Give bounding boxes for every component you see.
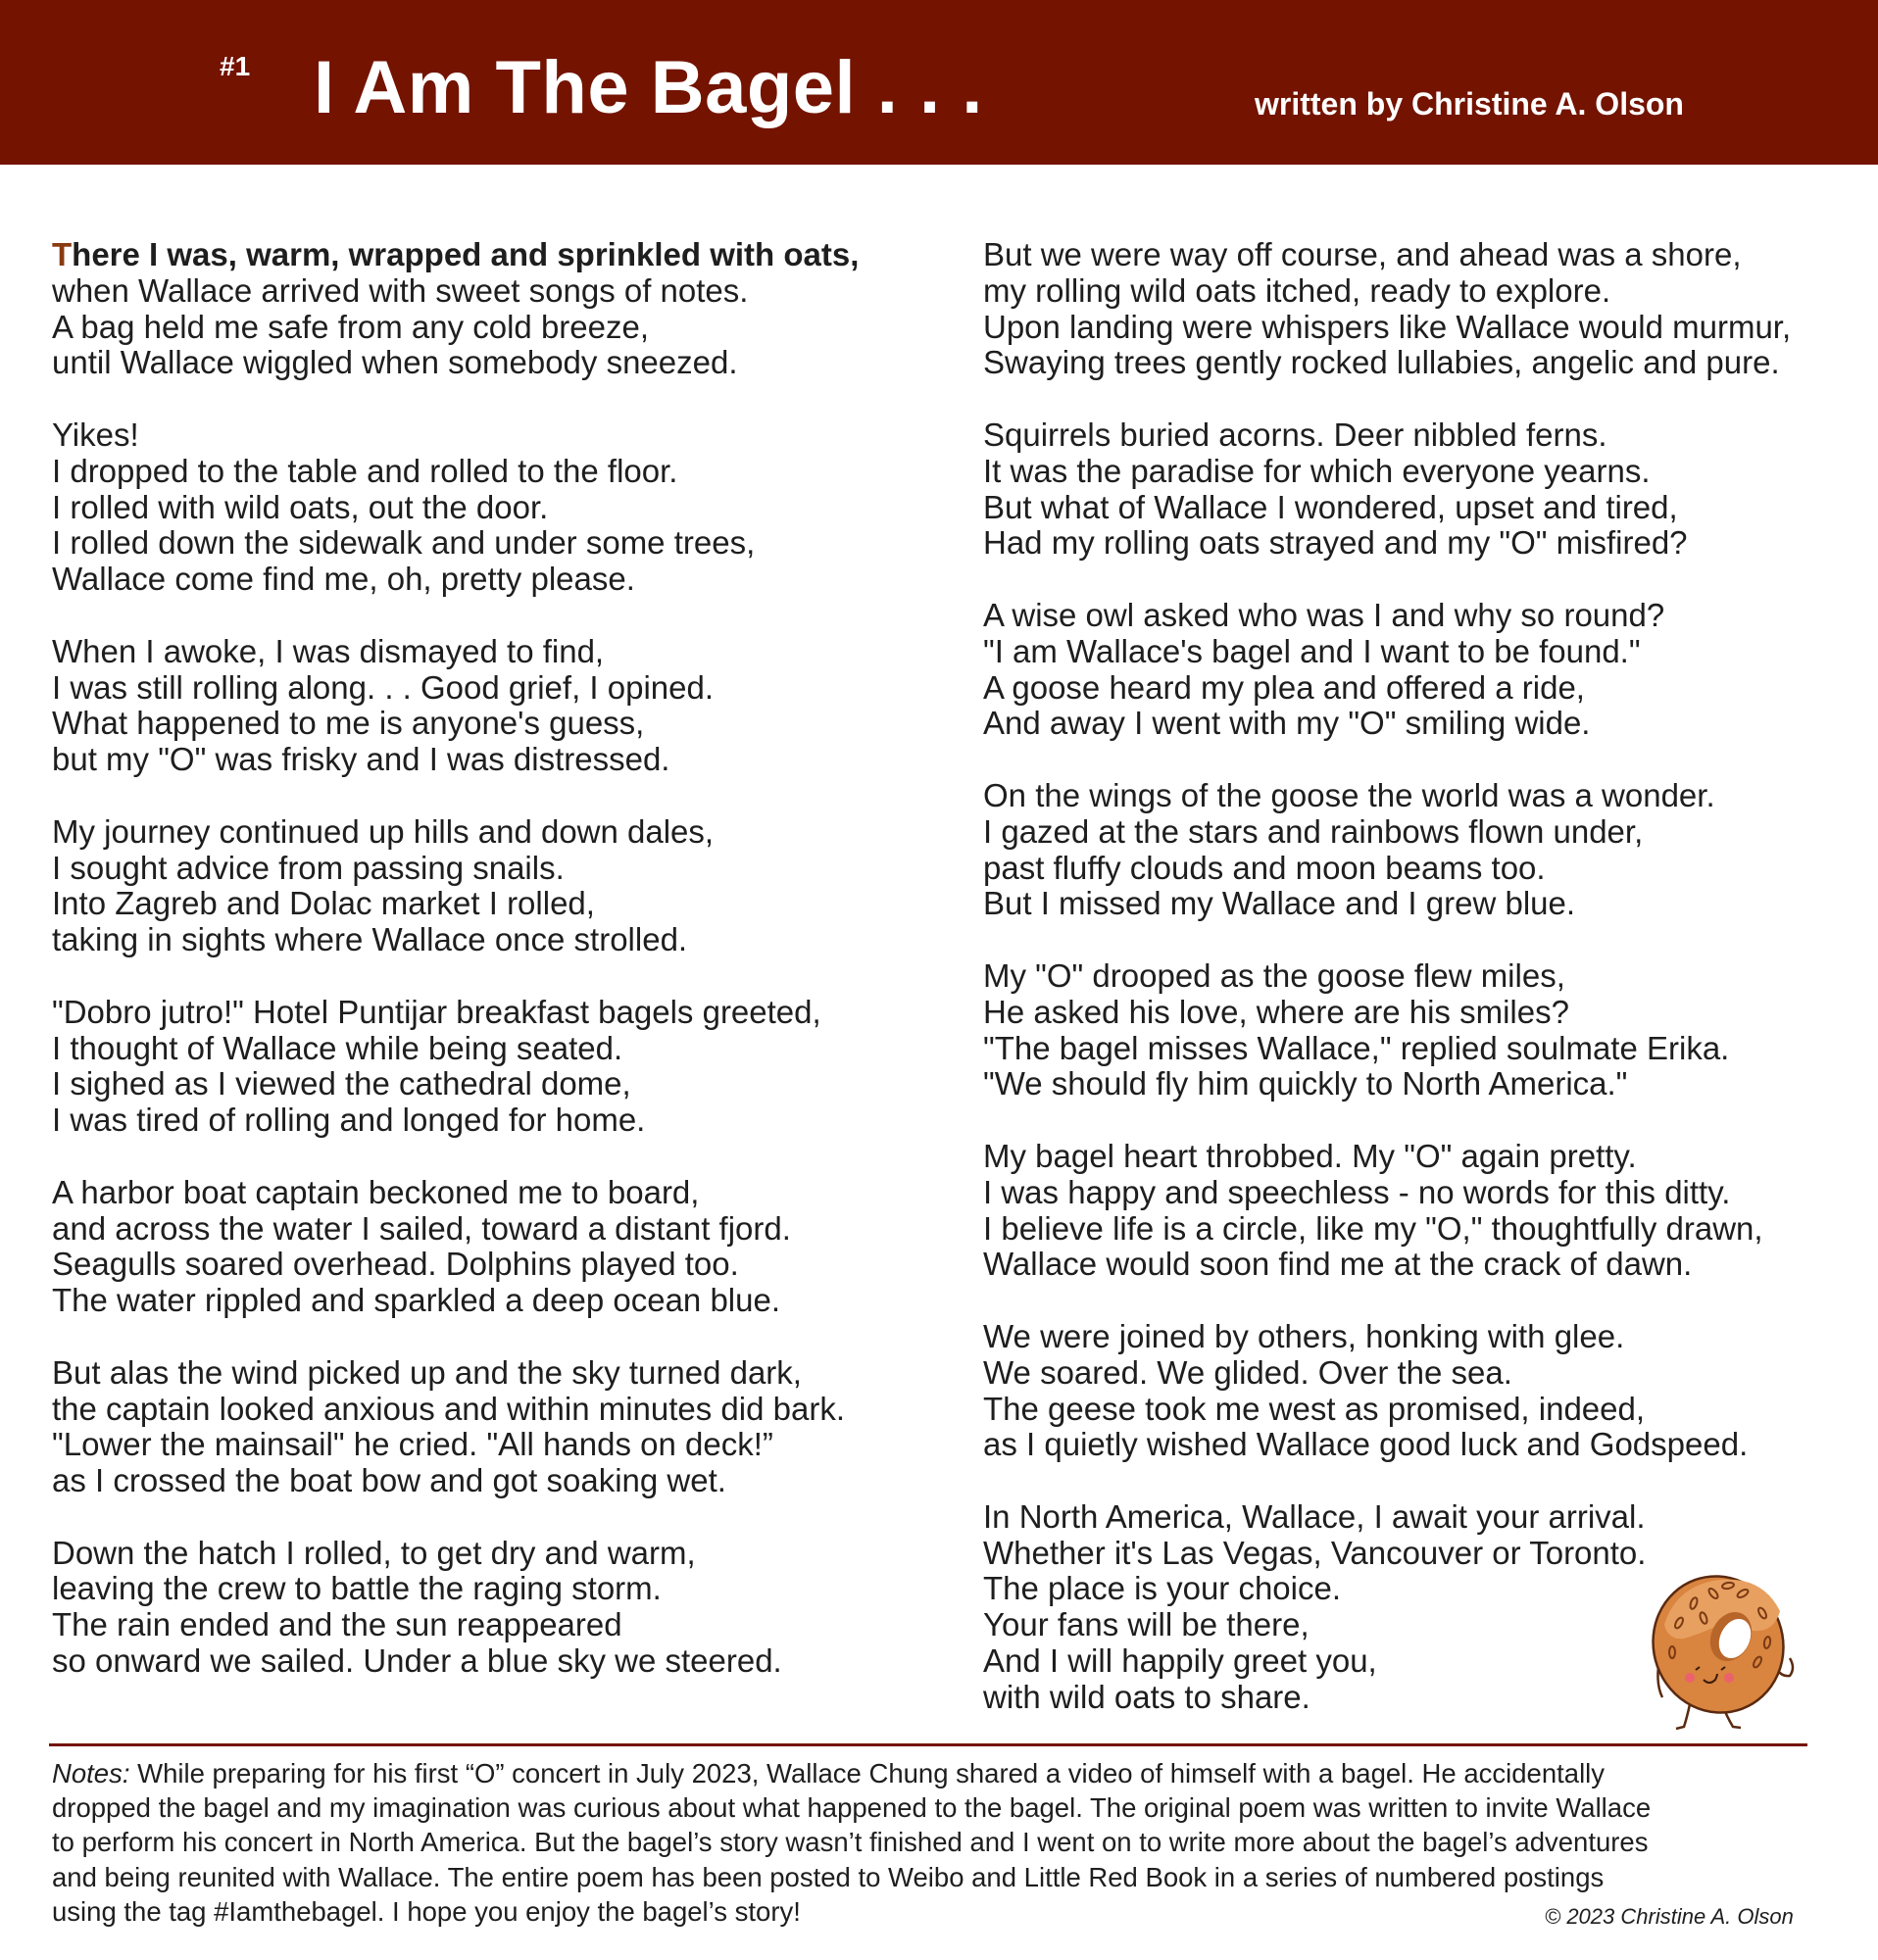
copyright-notice: © 2023 Christine A. Olson <box>1545 1904 1794 1929</box>
poem-line: My "O" drooped as the goose flew miles, <box>983 956 1565 994</box>
stanza <box>52 814 934 958</box>
poem-line: I was still rolling along. . . Good grief, I opined. <box>52 668 715 706</box>
stanza <box>983 1319 1865 1463</box>
poem-right-column <box>983 237 1865 1751</box>
poem-line: The geese took me west as promised, indeed, <box>983 1390 1646 1427</box>
poem-line: "We should fly him quickly to North America." <box>983 1065 1628 1102</box>
poem-line: A bag held me safe from any cold breeze, <box>52 308 650 345</box>
notes-line <box>52 1756 1836 1790</box>
stanza <box>52 1536 934 1680</box>
poem-line: the captain looked anxious and within minutes did bark. <box>52 1390 845 1427</box>
poem-line: "I am Wallace's bagel and I want to be found." <box>983 632 1641 669</box>
poem-line: and across the water I sailed, toward a distant fjord. <box>52 1209 791 1247</box>
poem-line: We soared. We glided. Over the sea. <box>983 1353 1512 1391</box>
stanza <box>983 1139 1865 1283</box>
poem-line: I was tired of rolling and longed for home. <box>52 1102 646 1139</box>
stanza <box>52 995 934 1139</box>
poem-line: as I quietly wished Wallace good luck and Godspeed. <box>983 1426 1749 1463</box>
poem-line: I believe life is a circle, like my "O," thoughtfully drawn, <box>983 1209 1763 1247</box>
opening-line-text: here I was, warm, wrapped and sprinkled with oats, <box>72 236 860 272</box>
poem-line: taking in sights where Wallace once strolled. <box>52 921 688 958</box>
poem-line: The rain ended and the sun reappeared <box>52 1606 622 1643</box>
stanza <box>983 417 1865 562</box>
poem-line: Had my rolling oats strayed and my "O" misfired? <box>983 524 1688 562</box>
notes-divider <box>49 1743 1807 1746</box>
stanza <box>52 634 934 778</box>
poem-line: I sighed as I viewed the cathedral dome, <box>52 1065 631 1102</box>
poem-line: In North America, Wallace, I await your arrival. <box>983 1497 1646 1535</box>
poem-line: I sought advice from passing snails. <box>52 849 565 886</box>
poem-line: A harbor boat captain beckoned me to board, <box>52 1173 700 1210</box>
poem-line: so onward we sailed. Under a blue sky we steered. <box>52 1642 782 1680</box>
title-banner <box>0 0 1878 165</box>
poem-line: I rolled down the sidewalk and under some trees, <box>52 524 756 562</box>
poem-line: On the wings of the goose the world was a wonder. <box>983 776 1715 813</box>
poem-line: past fluffy clouds and moon beams too. <box>983 849 1546 886</box>
poem-line: The place is your choice. <box>983 1570 1342 1607</box>
poem-line: I gazed at the stars and rainbows flown under, <box>983 812 1644 850</box>
poem-line: And away I went with my "O" smiling wide. <box>983 705 1591 742</box>
poem-line: leaving the crew to battle the raging storm. <box>52 1570 662 1607</box>
poem-line: My bagel heart throbbed. My "O" again pretty. <box>983 1137 1637 1174</box>
poem-line: But I missed my Wallace and I grew blue. <box>983 885 1576 922</box>
poem-line: A wise owl asked who was I and why so round? <box>983 596 1665 633</box>
poem-line: What happened to me is anyone's guess, <box>52 705 645 742</box>
poem-line: Swaying trees gently rocked lullabies, angelic and pure. <box>983 344 1780 381</box>
poem-line: When I awoke, I was dismayed to find, <box>52 632 605 669</box>
poem-line: Yikes! <box>52 416 139 453</box>
stanza <box>52 1355 934 1499</box>
poem-line: A goose heard my plea and offered a ride, <box>983 668 1585 706</box>
stanza <box>52 417 934 598</box>
notes-line: and being reunited with Wallace. The entire poem has been posted to Weibo and Little Red Book in a series of numbered postings <box>52 1861 1605 1892</box>
poem-line: Your fans will be there, <box>983 1606 1310 1643</box>
poem-line: The water rippled and sparkled a deep ocean blue. <box>52 1282 780 1319</box>
drop-cap: T <box>52 236 73 272</box>
poem-line: Whether it's Las Vegas, Vancouver or Toronto. <box>983 1534 1647 1571</box>
poem-line: I thought of Wallace while being seated. <box>52 1029 623 1066</box>
poem-line: "Lower the mainsail" he cried. "All hands on deck!” <box>52 1426 773 1463</box>
stanza <box>983 778 1865 922</box>
page-title: I Am The Bagel . . . <box>314 46 983 129</box>
poem-line: I dropped to the table and rolled to the floor. <box>52 452 678 489</box>
poem-line: My journey continued up hills and down dales, <box>52 812 715 850</box>
poem-line: until Wallace wiggled when somebody sneezed. <box>52 344 738 381</box>
poem-number: #1 <box>220 51 251 81</box>
poem-line: my rolling wild oats itched, ready to explore. <box>983 271 1611 309</box>
notes-label: Notes: <box>52 1758 130 1788</box>
notes-section <box>52 1756 1836 1929</box>
poem-line: Squirrels buried acorns. Deer nibbled ferns. <box>983 416 1607 453</box>
poem-line: Seagulls soared overhead. Dolphins played too. <box>52 1246 739 1283</box>
notes-line: to perform his concert in North America. But the bagel’s story wasn’t finished and I went on to write more about the bagel’s adventures <box>52 1827 1649 1858</box>
notes-line: dropped the bagel and my imagination was curious about what happened to the bagel. The original poem was written to invite Wallace <box>52 1792 1652 1824</box>
poem-line: when Wallace arrived with sweet songs of notes. <box>52 271 749 309</box>
notes-line: using the tag #Iamthebagel. I hope you enjoy the bagel’s story! <box>52 1895 801 1927</box>
poem-line: "Dobro jutro!" Hotel Puntijar breakfast bagels greeted, <box>52 993 821 1030</box>
poem-line: We were joined by others, honking with glee. <box>983 1317 1625 1354</box>
poem-line: But alas the wind picked up and the sky turned dark, <box>52 1353 802 1391</box>
bagel-character-icon <box>1625 1564 1811 1740</box>
poem-line: He asked his love, where are his smiles? <box>983 993 1569 1030</box>
poem-line: Upon landing were whispers like Wallace would murmur, <box>983 308 1792 345</box>
poem-line: but my "O" was frisky and I was distressed. <box>52 741 670 778</box>
poem-line: But we were way off course, and ahead was a shore, <box>983 236 1742 272</box>
poem-line: I was happy and speechless - no words for this ditty. <box>983 1173 1731 1210</box>
poem-line: Into Zagreb and Dolac market I rolled, <box>52 885 595 922</box>
poem-line: It was the paradise for which everyone yearns. <box>983 452 1651 489</box>
poem-left-column <box>52 237 934 1716</box>
opening-line <box>52 237 934 273</box>
poem-line: I rolled with wild oats, out the door. <box>52 488 549 525</box>
poem-line: But what of Wallace I wondered, upset and tired, <box>983 488 1678 525</box>
poem-line: "The bagel misses Wallace," replied soulmate Erika. <box>983 1029 1730 1066</box>
stanza <box>983 598 1865 742</box>
stanza <box>52 237 934 381</box>
notes-text: While preparing for his first “O” concert in July 2023, Wallace Chung shared a video of himself with a bagel. He accidentally <box>129 1758 1606 1788</box>
poem-line: as I crossed the boat bow and got soaking wet. <box>52 1462 726 1499</box>
poem-line: Wallace would soon find me at the crack of dawn. <box>983 1246 1693 1283</box>
stanza <box>983 237 1865 381</box>
poem-line: Down the hatch I rolled, to get dry and warm, <box>52 1534 696 1571</box>
stanza <box>983 958 1865 1102</box>
poem-line: Wallace come find me, oh, pretty please. <box>52 561 635 598</box>
stanza <box>52 1175 934 1319</box>
author-byline: written by Christine A. Olson <box>1255 86 1684 122</box>
poem-line: with wild oats to share. <box>983 1678 1310 1715</box>
poem-line: And I will happily greet you, <box>983 1642 1377 1680</box>
